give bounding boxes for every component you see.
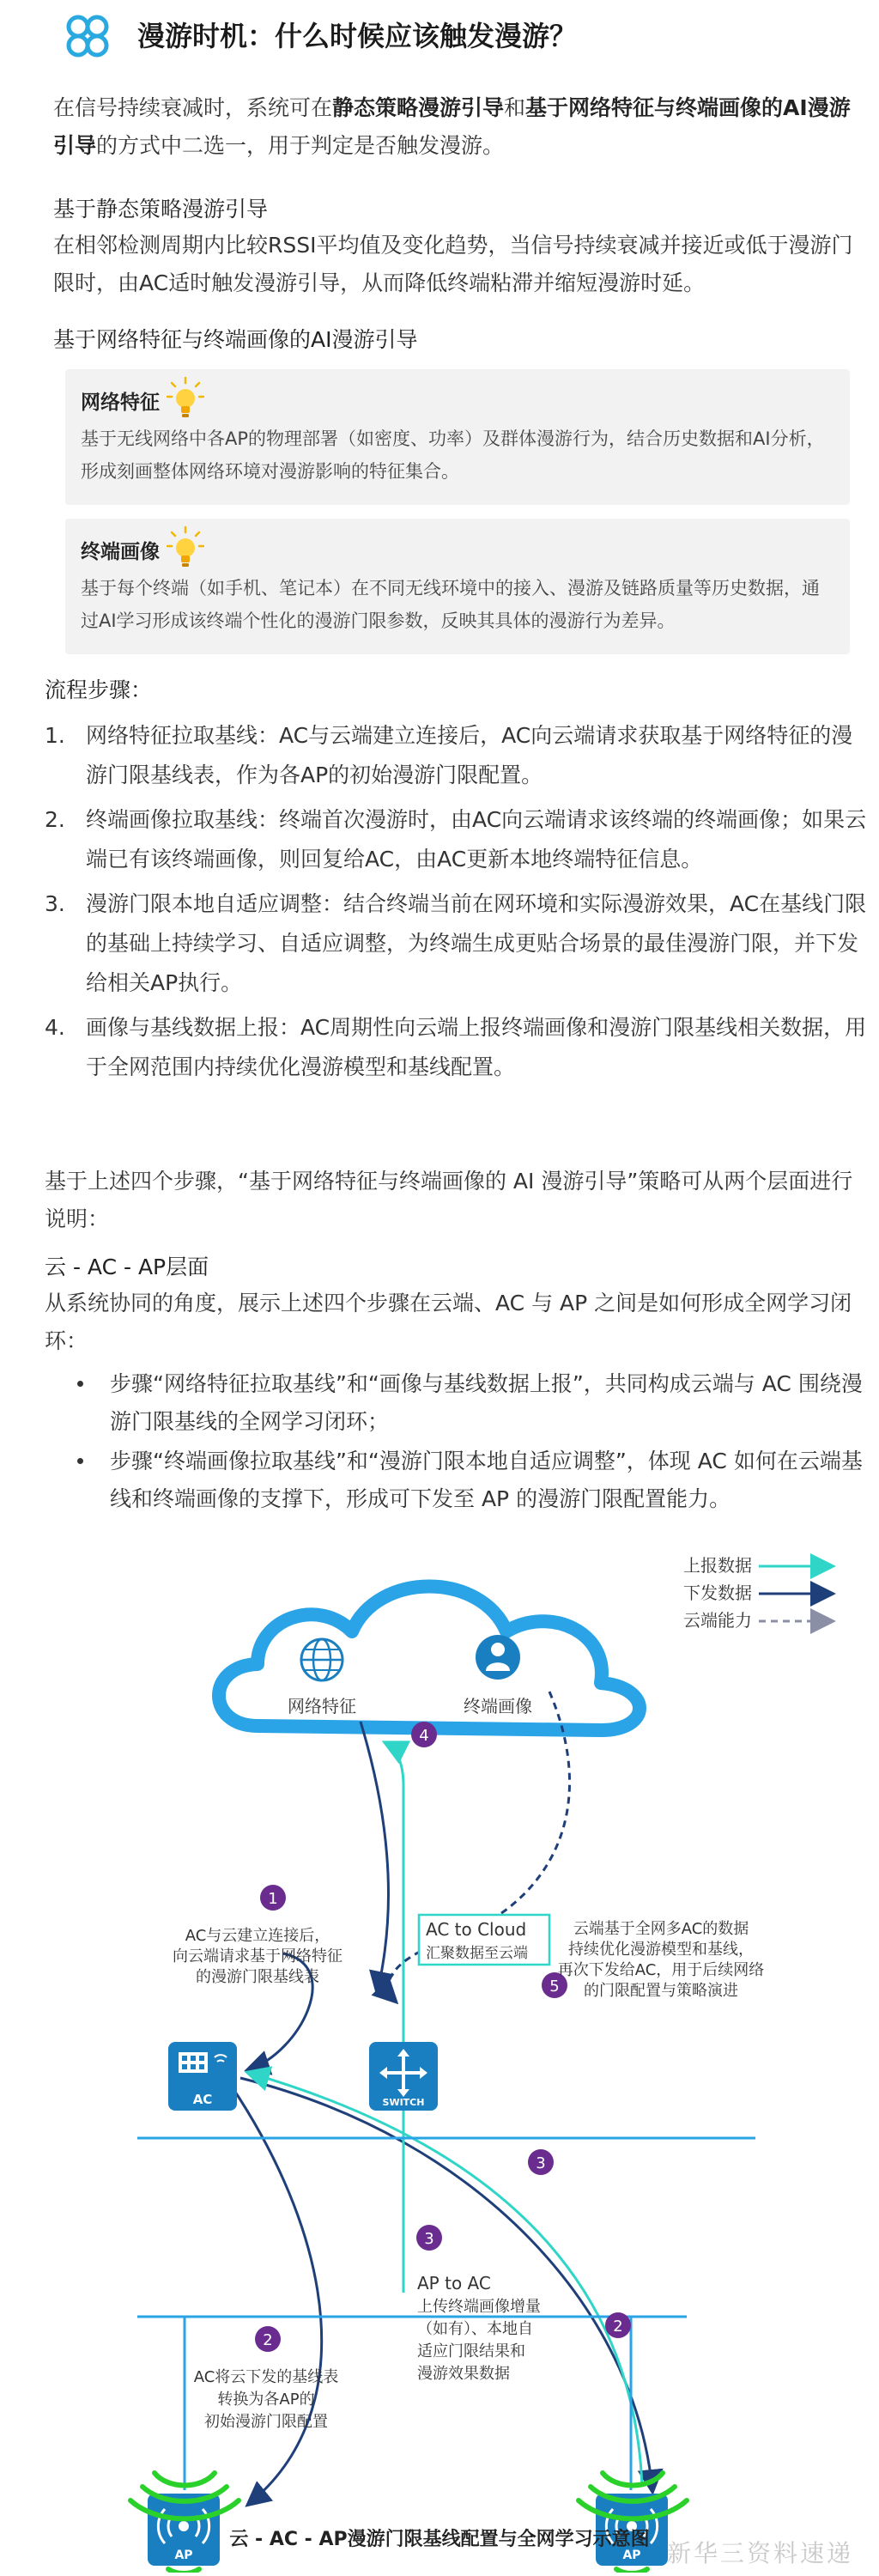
flow-step: 3. 漫游门限本地自适应调整：结合终端当前在网环境和实际漫游效果，AC在基线门限的基础上持续学习、自适应调整，为终端生成更贴合场景的最佳漫游门限，并下发给相关AP执行。 bbox=[45, 891, 867, 995]
step-badge bbox=[605, 2312, 631, 2338]
flow-step: 2. 终端画像拉取基线：终端首次漫游时，由AC向云端请求该终端的终端画像；如果云端已有该终端画像，则回复给AC，由AC更新本地终端特征信息。 bbox=[45, 807, 867, 872]
svg-text:适应门限结果和: 适应门限结果和 bbox=[417, 2342, 525, 2360]
diagram-canvas bbox=[0, 1537, 879, 2573]
svg-text:AC将云下发的基线表: AC将云下发的基线表 bbox=[193, 2368, 339, 2386]
user-icon bbox=[476, 1635, 520, 1680]
svg-text:再次下发给AC，用于后续网络: 再次下发给AC，用于后续网络 bbox=[557, 1961, 765, 1979]
summary-paragraph: 基于上述四个步骤，“基于网络特征与终端画像的 AI 漫游引导”策略可从两个层面进行说明： bbox=[45, 1169, 853, 1231]
cloud-ac-ap-diagram bbox=[0, 1537, 879, 2573]
h3c-logo-icon bbox=[62, 12, 113, 60]
svg-text:漫游效果数据: 漫游效果数据 bbox=[417, 2365, 510, 2383]
lightbulb-icon bbox=[167, 526, 204, 572]
network-feature-title: 网络特征 bbox=[81, 392, 160, 414]
step-badge bbox=[411, 1722, 437, 1747]
step-badge bbox=[416, 2225, 442, 2251]
arrow-ac-to-ap-left bbox=[232, 2087, 322, 2504]
svg-text:上传终端画像增量: 上传终端画像增量 bbox=[417, 2298, 541, 2316]
cloud-icon bbox=[219, 1587, 640, 1731]
network-feature-box bbox=[65, 369, 850, 505]
lightbulb-icon bbox=[167, 376, 204, 422]
svg-text:转换为各AP的: 转换为各AP的 bbox=[217, 2391, 315, 2409]
cloud-network-label: 网络特征 bbox=[288, 1696, 356, 1716]
ap-right-label: AP bbox=[622, 2549, 641, 2562]
step-badge bbox=[255, 2326, 281, 2352]
step-badge bbox=[528, 2149, 554, 2175]
svg-text:AC与云建立连接后，: AC与云建立连接后， bbox=[185, 1927, 330, 1945]
svg-text:云端基于全网多AC的数据: 云端基于全网多AC的数据 bbox=[573, 1920, 749, 1938]
ac-label: AC bbox=[192, 2092, 213, 2107]
note-step1 bbox=[173, 1927, 343, 1986]
network-feature-body: 基于无线网络中各AP的物理部署（如密度、功率）及群体漫游行为，结合历史数据和AI分析，形成刻画整体网络环境对漫游影响的特征集合。 bbox=[81, 428, 825, 482]
svg-text:的漫游门限基线表: 的漫游门限基线表 bbox=[196, 1968, 319, 1986]
arrow-cloud-to-ac bbox=[361, 1722, 389, 1992]
svg-text:3: 3 bbox=[424, 2230, 434, 2248]
legend-ability-label: 云端能力 bbox=[683, 1610, 752, 1631]
ap-left-label: AP bbox=[174, 2549, 193, 2562]
diagram-caption: 云 - AC - AP漫游门限基线配置与全网学习示意图 bbox=[229, 2529, 650, 2550]
svg-text:AC to Cloud: AC to Cloud bbox=[426, 1919, 527, 1940]
static-body: 在相邻检测周期内比较RSSI平均值及变化趋势，当信号持续衰减并接近或低于漫游门限时，由AC适时触发漫游引导，从而降低终端粘滞并缩短漫游时延。 bbox=[53, 233, 853, 295]
summary-body: 从系统协同的角度，展示上述四个步骤在云端、AC 与 AP 之间是如何形成全网学习闭环： bbox=[45, 1291, 852, 1353]
svg-text:3: 3 bbox=[536, 2154, 546, 2172]
cloud-terminal-label: 终端画像 bbox=[464, 1696, 532, 1716]
note-ap-to-ac bbox=[417, 2273, 541, 2383]
summary-heading: 云 - AC - AP层面 bbox=[45, 1255, 209, 1279]
svg-text:5: 5 bbox=[549, 1978, 560, 1996]
note-step5 bbox=[558, 1920, 765, 2000]
svg-text:向云端请求基于网络特征: 向云端请求基于网络特征 bbox=[173, 1947, 343, 1965]
page-title: 漫游时机：什么时候应该触发漫游？ bbox=[137, 20, 578, 52]
watermark: 新华三资料速递 bbox=[666, 2539, 853, 2567]
page-header bbox=[0, 0, 879, 72]
svg-text:4: 4 bbox=[419, 1727, 429, 1745]
static-heading: 基于静态策略漫游引导 bbox=[53, 197, 269, 222]
svg-text:1: 1 bbox=[268, 1890, 278, 1908]
flow-heading: 流程步骤： bbox=[45, 677, 153, 702]
ai-heading: 基于网络特征与终端画像的AI漫游引导 bbox=[53, 327, 418, 352]
svg-text:AP to AC: AP to AC bbox=[417, 2273, 491, 2293]
flow-step: 4. 画像与基线数据上报：AC周期性向云端上报终端画像和漫游门限基线相关数据，用于全网范围内持续优化漫游模型和基线配置。 bbox=[45, 1015, 867, 1079]
legend-upload-label: 上报数据 bbox=[683, 1555, 752, 1576]
svg-text:持续优化漫游模型和基线，: 持续优化漫游模型和基线， bbox=[568, 1941, 754, 1959]
legend-download-label: 下发数据 bbox=[683, 1583, 752, 1603]
svg-text:（如有）、本地自: （如有）、本地自 bbox=[417, 2320, 533, 2338]
svg-text:的门限配置与策略演进: 的门限配置与策略演进 bbox=[584, 1982, 738, 2000]
intro-paragraph: 在信号持续衰减时，系统可在静态策略漫游引导和基于网络特征与终端画像的AI漫游引导的方式中二选一，用于判定是否触发漫游。 bbox=[53, 95, 851, 158]
terminal-profile-body: 基于每个终端（如手机、笔记本）在不同无线环境中的接入、漫游及链路质量等历史数据，通过AI学习形成该终端个性化的漫游门限参数，反映其具体的漫游行为差异。 bbox=[81, 578, 820, 631]
wifi-signal-right-icon bbox=[616, 2569, 647, 2573]
wifi-signal-left-icon bbox=[168, 2569, 199, 2573]
svg-text:汇聚数据至云端: 汇聚数据至云端 bbox=[426, 1945, 528, 1962]
switch-label: SWITCH bbox=[382, 2097, 425, 2108]
ac-to-cloud-box bbox=[419, 1915, 549, 1965]
step-badge bbox=[260, 1885, 286, 1911]
terminal-profile-title: 终端画像 bbox=[81, 541, 160, 563]
legend bbox=[683, 1555, 831, 1631]
wifi-arcs bbox=[0, 2456, 879, 2524]
svg-text:初始漫游门限配置: 初始漫游门限配置 bbox=[204, 2413, 328, 2431]
note-step2 bbox=[194, 2368, 339, 2431]
flow-step: 1. 网络特征拉取基线：AC与云端建立连接后，AC向云端请求获取基于网络特征的漫游门限基线表，作为各AP的初始漫游门限配置。 bbox=[45, 723, 853, 787]
svg-text:2: 2 bbox=[263, 2331, 273, 2349]
terminal-profile-box bbox=[65, 519, 850, 654]
svg-text:2: 2 bbox=[613, 2318, 623, 2336]
